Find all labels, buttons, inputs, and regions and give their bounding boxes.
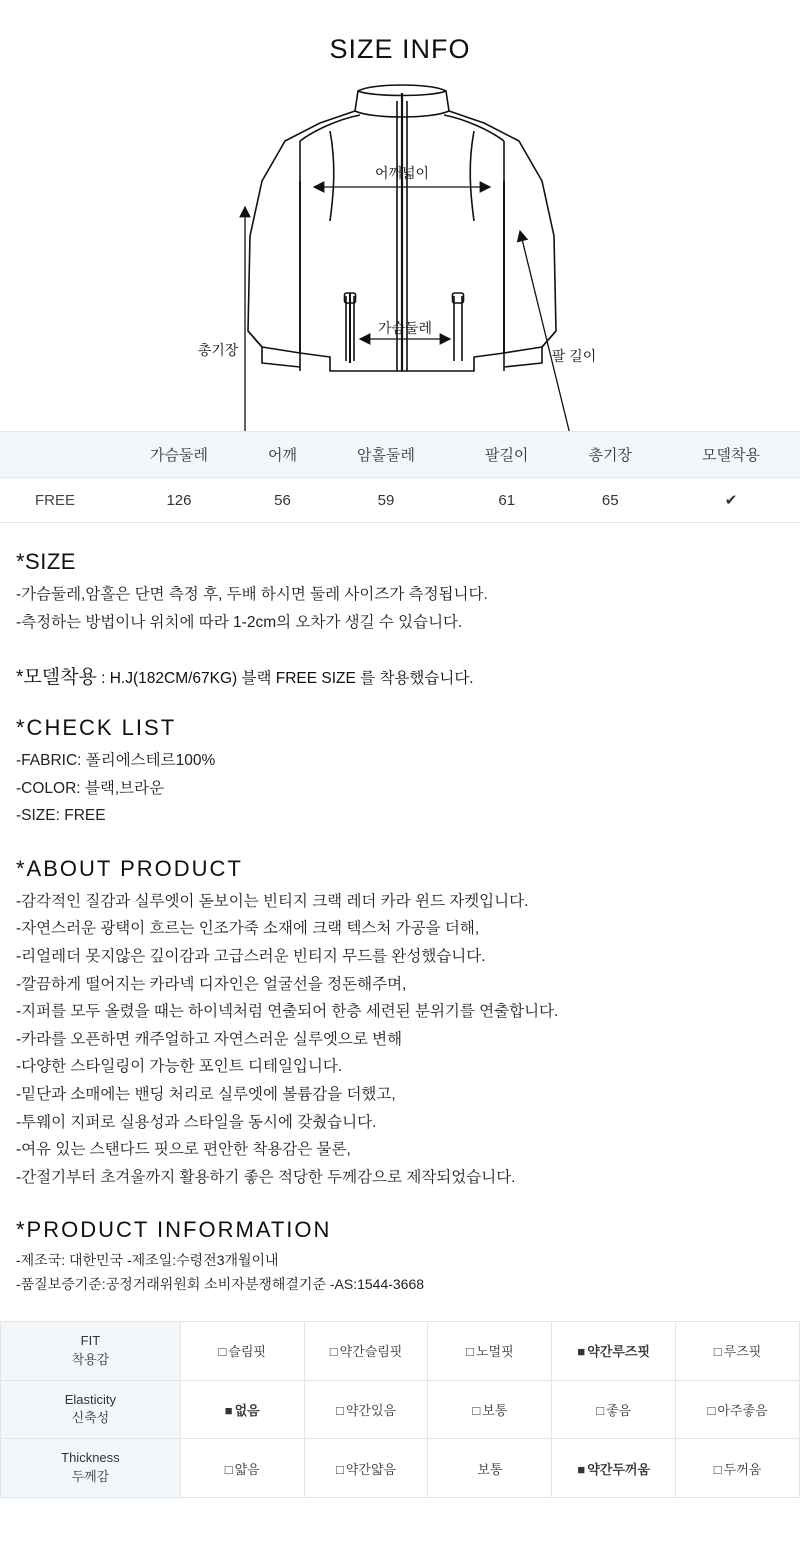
about-product-line: -감각적인 질감과 실루엣이 돋보이는 빈티지 크랙 레더 카라 윈드 자켓입니다. bbox=[16, 892, 529, 910]
size-section-heading: *SIZE bbox=[16, 549, 76, 574]
fit-option[interactable] bbox=[180, 1321, 304, 1380]
option-label: 루즈핏 bbox=[723, 1344, 762, 1360]
about-product-line: -밑단과 소매에는 밴딩 처리로 실루엣에 볼륨감을 더했고, bbox=[16, 1085, 396, 1103]
checkbox-icon[interactable]: □ bbox=[336, 1402, 344, 1418]
table-row-thickness bbox=[1, 1439, 800, 1498]
size-table-header-cell: 모델착용 bbox=[662, 432, 800, 478]
option-label: 약간슬림핏 bbox=[339, 1344, 403, 1360]
about-product-line: -자연스러운 광택이 흐르는 인조가죽 소재에 크랙 텍스처 가공을 더해, bbox=[16, 920, 480, 938]
size-cell-armhole: 59 bbox=[317, 478, 455, 523]
about-product-heading: *ABOUT PRODUCT bbox=[16, 855, 243, 881]
size-cell-shoulder: 56 bbox=[248, 478, 317, 523]
thickness-option[interactable] bbox=[180, 1439, 304, 1498]
row-label-elasticity-en: Elasticity bbox=[64, 1391, 117, 1407]
size-note: -가슴둘레,암홀은 단면 측정 후, 두배 하시면 둘레 사이즈가 측정됩니다. bbox=[16, 586, 488, 603]
checkbox-checked-icon[interactable]: ■ bbox=[577, 1461, 586, 1477]
checkbox-icon[interactable]: □ bbox=[329, 1344, 338, 1360]
option-label: 없음 bbox=[234, 1402, 260, 1418]
product-information-line: -제조국: 대한민국 -제조일:수령전3개월이내 bbox=[16, 1252, 279, 1269]
option-label: 두꺼움 bbox=[723, 1461, 762, 1477]
size-table-header-cell: 암홀둘레 bbox=[317, 432, 455, 478]
product-property-table bbox=[0, 1321, 800, 1498]
size-note: -측정하는 방법이나 위치에 따라 1-2cm의 오차가 생길 수 있습니다. bbox=[16, 613, 463, 631]
about-product-line: -리얼레더 못지않은 깊이감과 고급스러운 빈티지 무드를 완성했습니다. bbox=[16, 948, 486, 966]
jacket-measurement-diagram bbox=[0, 71, 800, 431]
check-icon: ✔ bbox=[662, 478, 800, 523]
option-label: 약간얇음 bbox=[345, 1461, 397, 1477]
row-label-elasticity bbox=[1, 1380, 181, 1439]
check-list-item: -COLOR: 블랙,브라운 bbox=[16, 779, 165, 797]
thickness-option[interactable] bbox=[428, 1439, 552, 1498]
option-label: 슬림핏 bbox=[228, 1344, 266, 1360]
product-information-line: -품질보증기준:공정거래위원회 소비자분쟁해결기준 -AS:1544-3668 bbox=[16, 1276, 425, 1293]
about-product-line: -카라를 오픈하면 캐주얼하고 자연스러운 실루엣으로 변해 bbox=[16, 1030, 403, 1048]
size-cell-chest: 126 bbox=[110, 478, 248, 523]
option-label: 약간루즈핏 bbox=[587, 1344, 651, 1360]
checkbox-checked-icon[interactable]: ■ bbox=[577, 1344, 586, 1360]
about-product-line: -여유 있는 스탠다드 핏으로 편안한 착용감은 물론, bbox=[16, 1141, 351, 1159]
option-label: 약간두꺼움 bbox=[587, 1461, 651, 1477]
fit-option[interactable] bbox=[428, 1321, 552, 1380]
size-table-header-cell: 총기장 bbox=[558, 432, 662, 478]
row-label-thickness-en: Thickness bbox=[61, 1450, 120, 1466]
elasticity-option[interactable] bbox=[304, 1380, 428, 1439]
option-label: 보통 bbox=[477, 1461, 503, 1477]
option-label: 보통 bbox=[482, 1402, 508, 1418]
table-row-elasticity bbox=[1, 1380, 800, 1439]
label-sleeve-length: 팔 길이 bbox=[551, 348, 597, 364]
row-label-fit-en: FIT bbox=[80, 1332, 101, 1348]
checkbox-checked-icon[interactable]: ■ bbox=[224, 1402, 233, 1418]
label-total-length: 총기장 bbox=[197, 342, 239, 358]
about-product-line: -간절기부터 초겨울까지 활용하기 좋은 적당한 두께감으로 제작되었습니다. bbox=[16, 1168, 516, 1186]
checkbox-icon[interactable]: □ bbox=[596, 1402, 605, 1418]
about-product-line: -다양한 스타일링이 가능한 포인트 디테일입니다. bbox=[16, 1058, 343, 1076]
thickness-option-selected[interactable] bbox=[552, 1439, 676, 1498]
row-label-elasticity-kr: 신축성 bbox=[71, 1410, 110, 1426]
fit-option[interactable] bbox=[676, 1321, 800, 1380]
checkbox-icon[interactable]: □ bbox=[707, 1402, 716, 1418]
product-information-heading: *PRODUCT INFORMATION bbox=[16, 1217, 332, 1243]
option-label: 얇음 bbox=[234, 1461, 260, 1477]
row-label-fit bbox=[1, 1321, 181, 1380]
checkbox-icon[interactable]: □ bbox=[336, 1461, 344, 1477]
elasticity-option[interactable] bbox=[676, 1380, 800, 1439]
size-table-header-cell bbox=[0, 432, 110, 478]
fit-option-selected[interactable] bbox=[552, 1321, 676, 1380]
about-product-line: -깔끔하게 떨어지는 카라넥 디자인은 얼굴선을 정돈해주며, bbox=[16, 975, 407, 993]
model-section-heading: *모델착용 bbox=[16, 667, 97, 689]
elasticity-option[interactable] bbox=[428, 1380, 552, 1439]
row-label-fit-kr: 착용감 bbox=[71, 1351, 110, 1367]
table-row-fit bbox=[1, 1321, 800, 1380]
checkbox-icon[interactable]: □ bbox=[224, 1461, 233, 1477]
label-chest: 가슴둘레 bbox=[377, 320, 433, 336]
size-cell-length: 65 bbox=[558, 478, 662, 523]
size-table-header-cell: 가슴둘레 bbox=[110, 432, 248, 478]
elasticity-option[interactable] bbox=[552, 1380, 676, 1439]
about-product-line: -지퍼를 모두 올렸을 때는 하이넥처럼 연출되어 한층 세련된 분위기를 연출합니다. bbox=[16, 1003, 559, 1021]
label-shoulder-width: 어깨넓이 bbox=[374, 165, 430, 181]
fit-option[interactable] bbox=[304, 1321, 428, 1380]
model-section-detail: : H.J(182CM/67KG) 블랙 FREE SIZE 를 착용했습니다. bbox=[96, 670, 474, 688]
option-label: 아주좋음 bbox=[717, 1402, 768, 1418]
checkbox-icon[interactable]: □ bbox=[218, 1344, 227, 1360]
check-list-item: -SIZE: FREE bbox=[16, 807, 106, 825]
row-label-thickness bbox=[1, 1439, 181, 1498]
thickness-option[interactable] bbox=[676, 1439, 800, 1498]
size-table-header-row bbox=[0, 432, 800, 478]
size-table bbox=[0, 431, 800, 523]
check-list-item: -FABRIC: 폴리에스테르100% bbox=[16, 752, 216, 770]
page-title: SIZE INFO bbox=[329, 34, 471, 64]
checkbox-icon[interactable]: □ bbox=[472, 1402, 481, 1418]
check-list-heading: *CHECK LIST bbox=[16, 715, 177, 741]
model-section bbox=[16, 662, 784, 689]
elasticity-option-selected[interactable] bbox=[180, 1380, 304, 1439]
size-table-header-cell: 어깨 bbox=[248, 432, 317, 478]
size-cell-sleeve: 61 bbox=[455, 478, 559, 523]
size-table-header-cell: 팔길이 bbox=[455, 432, 559, 478]
checkbox-icon[interactable]: □ bbox=[713, 1461, 722, 1477]
checkbox-icon[interactable]: □ bbox=[466, 1344, 474, 1360]
thickness-option[interactable] bbox=[304, 1439, 428, 1498]
table-row bbox=[0, 478, 800, 523]
about-product-line: -투웨이 지퍼로 실용성과 스타일을 동시에 갖췄습니다. bbox=[16, 1113, 377, 1131]
option-label: 노멀핏 bbox=[475, 1344, 514, 1360]
checkbox-icon[interactable]: □ bbox=[713, 1344, 722, 1360]
row-label-thickness-kr: 두께감 bbox=[71, 1469, 110, 1485]
option-label: 약간있음 bbox=[345, 1402, 397, 1418]
option-label: 좋음 bbox=[606, 1402, 632, 1418]
size-row-name: FREE bbox=[0, 478, 110, 523]
